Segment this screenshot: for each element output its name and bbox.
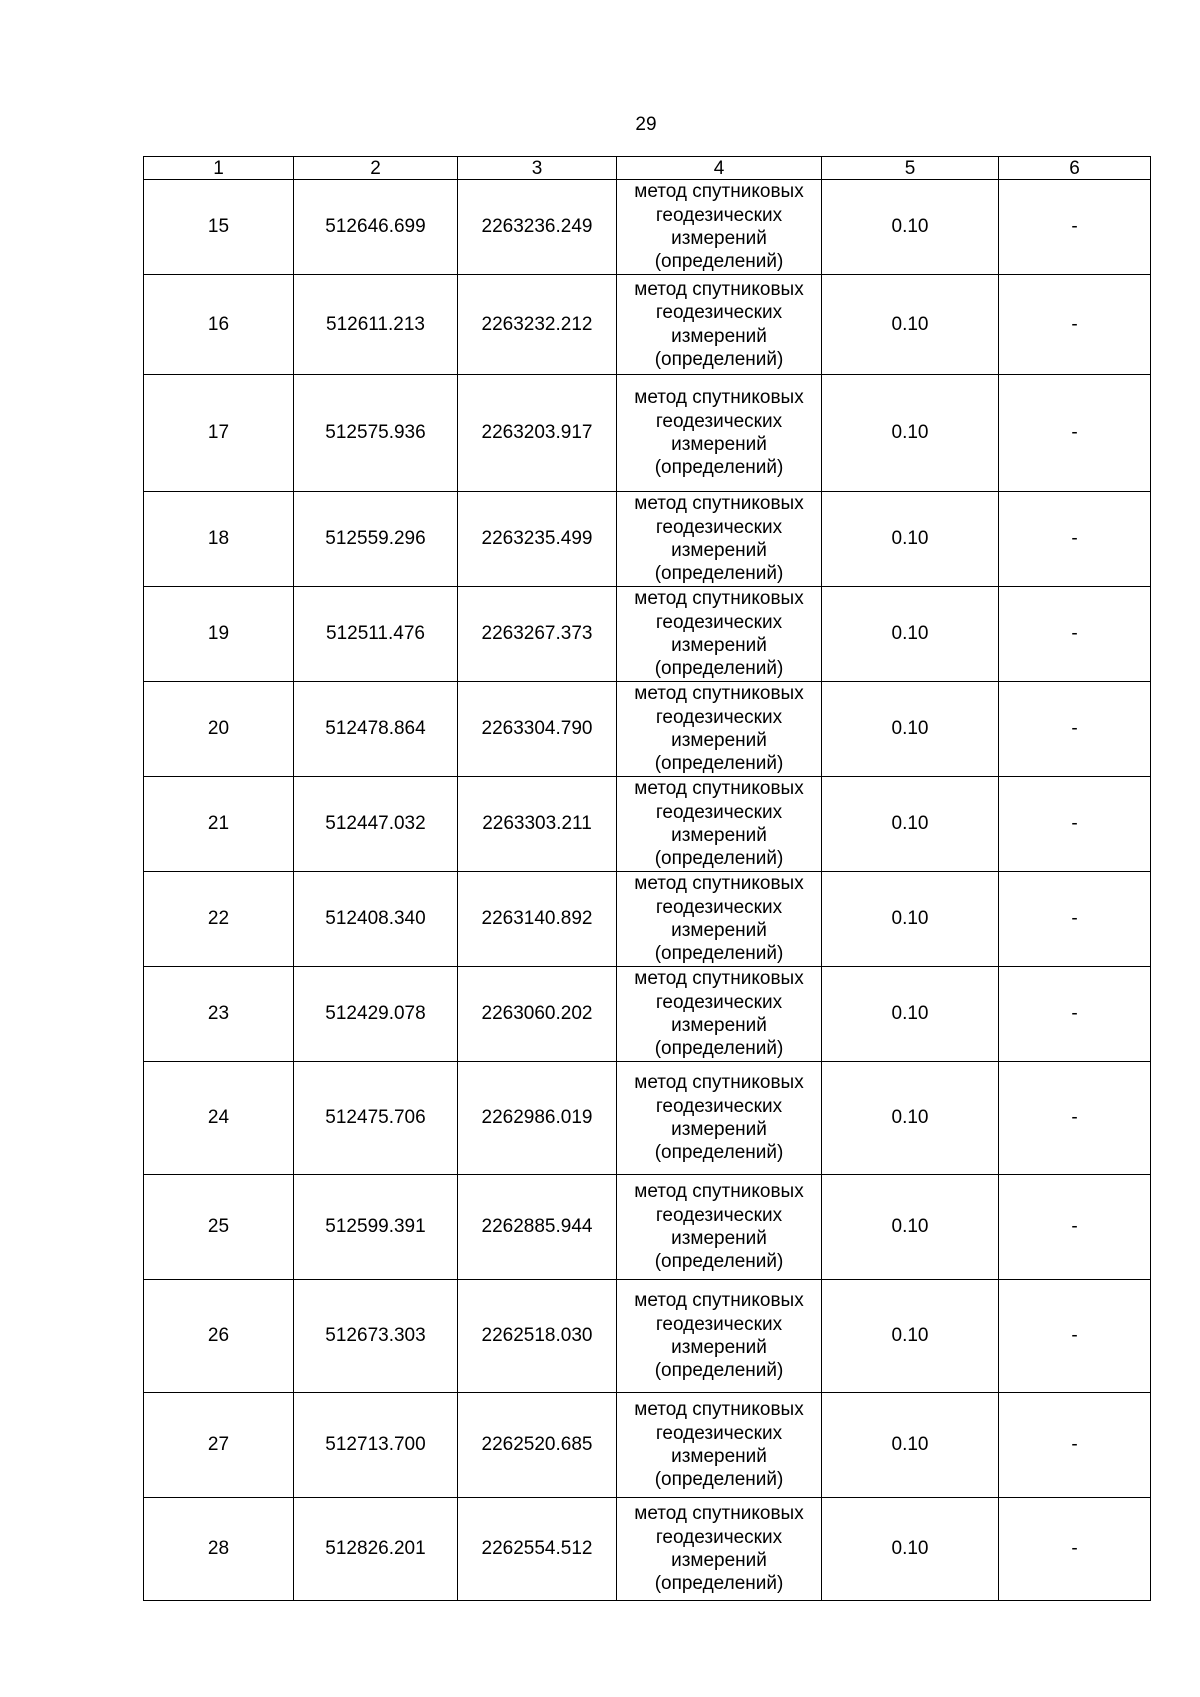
note-cell: -: [999, 375, 1151, 492]
method-line: геодезических: [655, 611, 783, 633]
method-cell: [617, 375, 822, 492]
note-cell: -: [999, 180, 1151, 275]
y-coordinate-cell: 2262518.030: [458, 1280, 617, 1393]
table-row: [144, 682, 1151, 777]
method-line: геодезических: [655, 896, 783, 918]
accuracy-cell: 0.10: [822, 375, 999, 492]
table-body: [144, 180, 1151, 1601]
method-line: (определений): [654, 251, 784, 273]
point-number-cell: 22: [144, 872, 294, 967]
x-coordinate-cell: 512511.476: [294, 587, 458, 682]
method-line: метод спутниковых: [634, 493, 804, 515]
method-line: геодезических: [655, 1422, 783, 1444]
point-number-cell: 24: [144, 1062, 294, 1175]
x-coordinate-cell: 512575.936: [294, 375, 458, 492]
table-row: [144, 1393, 1151, 1498]
note-cell: -: [999, 872, 1151, 967]
accuracy-cell: 0.10: [822, 587, 999, 682]
method-line: измерений: [671, 1446, 767, 1467]
method-line: метод спутниковых: [634, 1072, 804, 1094]
table-row: [144, 587, 1151, 682]
note-cell: -: [999, 967, 1151, 1062]
method-line: измерений: [671, 730, 767, 751]
method-cell: [617, 967, 822, 1062]
method-line: измерений: [671, 540, 767, 561]
y-coordinate-cell: 2263235.499: [458, 492, 617, 587]
note-cell: -: [999, 1175, 1151, 1280]
y-coordinate-cell: 2262986.019: [458, 1062, 617, 1175]
method-line: (определений): [654, 348, 784, 370]
table-row: [144, 1498, 1151, 1601]
method-cell: [617, 682, 822, 777]
x-coordinate-cell: 512447.032: [294, 777, 458, 872]
column-header-4: 4: [617, 157, 822, 180]
table-row: [144, 1175, 1151, 1280]
page-number: 29: [635, 114, 657, 135]
method-line: измерений: [671, 1119, 767, 1140]
point-number-cell: 28: [144, 1498, 294, 1601]
point-number-cell: 23: [144, 967, 294, 1062]
method-cell: [617, 1062, 822, 1175]
note-cell: -: [999, 1498, 1151, 1601]
table-header: [144, 157, 1151, 180]
method-line: метод спутниковых: [634, 588, 804, 610]
y-coordinate-cell: 2262554.512: [458, 1498, 617, 1601]
method-line: измерений: [671, 325, 767, 347]
method-line: (определений): [654, 1360, 784, 1382]
method-line: (определений): [654, 563, 784, 585]
method-line: метод спутниковых: [634, 1181, 804, 1203]
method-line: (определений): [654, 457, 784, 479]
point-number-cell: 19: [144, 587, 294, 682]
method-line: (определений): [654, 658, 784, 680]
accuracy-cell: 0.10: [822, 682, 999, 777]
method-line: геодезических: [655, 1313, 783, 1335]
method-cell: [617, 587, 822, 682]
accuracy-cell: 0.10: [822, 1393, 999, 1498]
point-number-cell: 21: [144, 777, 294, 872]
method-line: метод спутниковых: [634, 1290, 804, 1312]
table-row: [144, 872, 1151, 967]
table-row: [144, 1280, 1151, 1393]
point-number-cell: 20: [144, 682, 294, 777]
method-line: измерений: [671, 1337, 767, 1358]
method-cell: [617, 1280, 822, 1393]
y-coordinate-cell: 2262520.685: [458, 1393, 617, 1498]
x-coordinate-cell: 512408.340: [294, 872, 458, 967]
accuracy-cell: 0.10: [822, 872, 999, 967]
coordinates-table: [143, 156, 1151, 1601]
method-line: геодезических: [655, 801, 783, 823]
point-number-cell: 16: [144, 275, 294, 375]
table-row: [144, 375, 1151, 492]
note-cell: -: [999, 682, 1151, 777]
point-number-cell: 18: [144, 492, 294, 587]
x-coordinate-cell: 512713.700: [294, 1393, 458, 1498]
table-row: [144, 967, 1151, 1062]
method-line: измерений: [671, 825, 767, 846]
method-cell: [617, 1175, 822, 1280]
accuracy-cell: 0.10: [822, 1280, 999, 1393]
column-header-3: 3: [458, 157, 617, 180]
x-coordinate-cell: 512826.201: [294, 1498, 458, 1601]
method-line: (определений): [654, 1038, 784, 1060]
note-cell: -: [999, 1393, 1151, 1498]
y-coordinate-cell: 2263232.212: [458, 275, 617, 375]
method-line: измерений: [671, 920, 767, 941]
method-line: геодезических: [655, 991, 783, 1013]
point-number-cell: 25: [144, 1175, 294, 1280]
x-coordinate-cell: 512646.699: [294, 180, 458, 275]
column-header-2: 2: [294, 157, 458, 180]
x-coordinate-cell: 512599.391: [294, 1175, 458, 1280]
method-line: метод спутниковых: [634, 778, 804, 800]
accuracy-cell: 0.10: [822, 967, 999, 1062]
x-coordinate-cell: 512429.078: [294, 967, 458, 1062]
method-line: (определений): [654, 1573, 784, 1595]
y-coordinate-cell: 2263236.249: [458, 180, 617, 275]
table-row: [144, 492, 1151, 587]
method-cell: [617, 275, 822, 375]
method-line: геодезических: [655, 1526, 783, 1548]
method-line: метод спутниковых: [634, 181, 804, 203]
accuracy-cell: 0.10: [822, 777, 999, 872]
point-number-cell: 26: [144, 1280, 294, 1393]
method-line: (определений): [654, 1142, 784, 1164]
accuracy-cell: 0.10: [822, 1498, 999, 1601]
accuracy-cell: 0.10: [822, 180, 999, 275]
method-cell: [617, 1393, 822, 1498]
y-coordinate-cell: 2263303.211: [458, 777, 617, 872]
method-line: метод спутниковых: [634, 873, 804, 895]
method-cell: [617, 777, 822, 872]
table-row: [144, 777, 1151, 872]
y-coordinate-cell: 2262885.944: [458, 1175, 617, 1280]
note-cell: -: [999, 275, 1151, 375]
note-cell: -: [999, 1062, 1151, 1175]
column-header-5: 5: [822, 157, 999, 180]
method-line: геодезических: [655, 302, 783, 324]
column-header-1: 1: [144, 157, 294, 180]
method-line: (определений): [654, 1251, 784, 1273]
x-coordinate-cell: 512478.864: [294, 682, 458, 777]
x-coordinate-cell: 512475.706: [294, 1062, 458, 1175]
table-row: [144, 275, 1151, 375]
method-line: измерений: [671, 1015, 767, 1036]
method-line: геодезических: [655, 204, 783, 226]
method-line: (определений): [654, 848, 784, 870]
method-line: измерений: [671, 1228, 767, 1249]
x-coordinate-cell: 512611.213: [294, 275, 458, 375]
y-coordinate-cell: 2263267.373: [458, 587, 617, 682]
accuracy-cell: 0.10: [822, 1062, 999, 1175]
point-number-cell: 17: [144, 375, 294, 492]
y-coordinate-cell: 2263140.892: [458, 872, 617, 967]
method-line: (определений): [654, 943, 784, 965]
note-cell: -: [999, 777, 1151, 872]
x-coordinate-cell: 512673.303: [294, 1280, 458, 1393]
method-line: геодезических: [655, 516, 783, 538]
method-cell: [617, 1498, 822, 1601]
method-line: измерений: [671, 1550, 767, 1571]
accuracy-cell: 0.10: [822, 492, 999, 587]
point-number-cell: 15: [144, 180, 294, 275]
table-row: [144, 1062, 1151, 1175]
method-line: (определений): [654, 1469, 784, 1491]
method-line: метод спутниковых: [634, 968, 804, 990]
method-cell: [617, 872, 822, 967]
method-line: метод спутниковых: [634, 683, 804, 705]
note-cell: -: [999, 1280, 1151, 1393]
method-line: измерений: [671, 635, 767, 656]
y-coordinate-cell: 2263203.917: [458, 375, 617, 492]
accuracy-cell: 0.10: [822, 1175, 999, 1280]
point-number-cell: 27: [144, 1393, 294, 1498]
x-coordinate-cell: 512559.296: [294, 492, 458, 587]
method-line: метод спутниковых: [634, 1503, 804, 1525]
method-line: измерений: [671, 228, 767, 249]
accuracy-cell: 0.10: [822, 275, 999, 375]
y-coordinate-cell: 2263060.202: [458, 967, 617, 1062]
y-coordinate-cell: 2263304.790: [458, 682, 617, 777]
method-line: измерений: [671, 434, 767, 455]
method-cell: [617, 492, 822, 587]
table-row: [144, 180, 1151, 275]
note-cell: -: [999, 587, 1151, 682]
header-row: [144, 157, 1151, 180]
method-line: геодезических: [655, 706, 783, 728]
method-cell: [617, 180, 822, 275]
method-line: геодезических: [655, 410, 783, 432]
method-line: геодезических: [655, 1095, 783, 1117]
column-header-6: 6: [999, 157, 1151, 180]
method-line: геодезических: [655, 1204, 783, 1226]
method-line: метод спутниковых: [634, 387, 804, 409]
method-line: (определений): [654, 753, 784, 775]
method-line: метод спутниковых: [634, 1399, 804, 1421]
method-line: метод спутниковых: [634, 278, 804, 300]
note-cell: -: [999, 492, 1151, 587]
